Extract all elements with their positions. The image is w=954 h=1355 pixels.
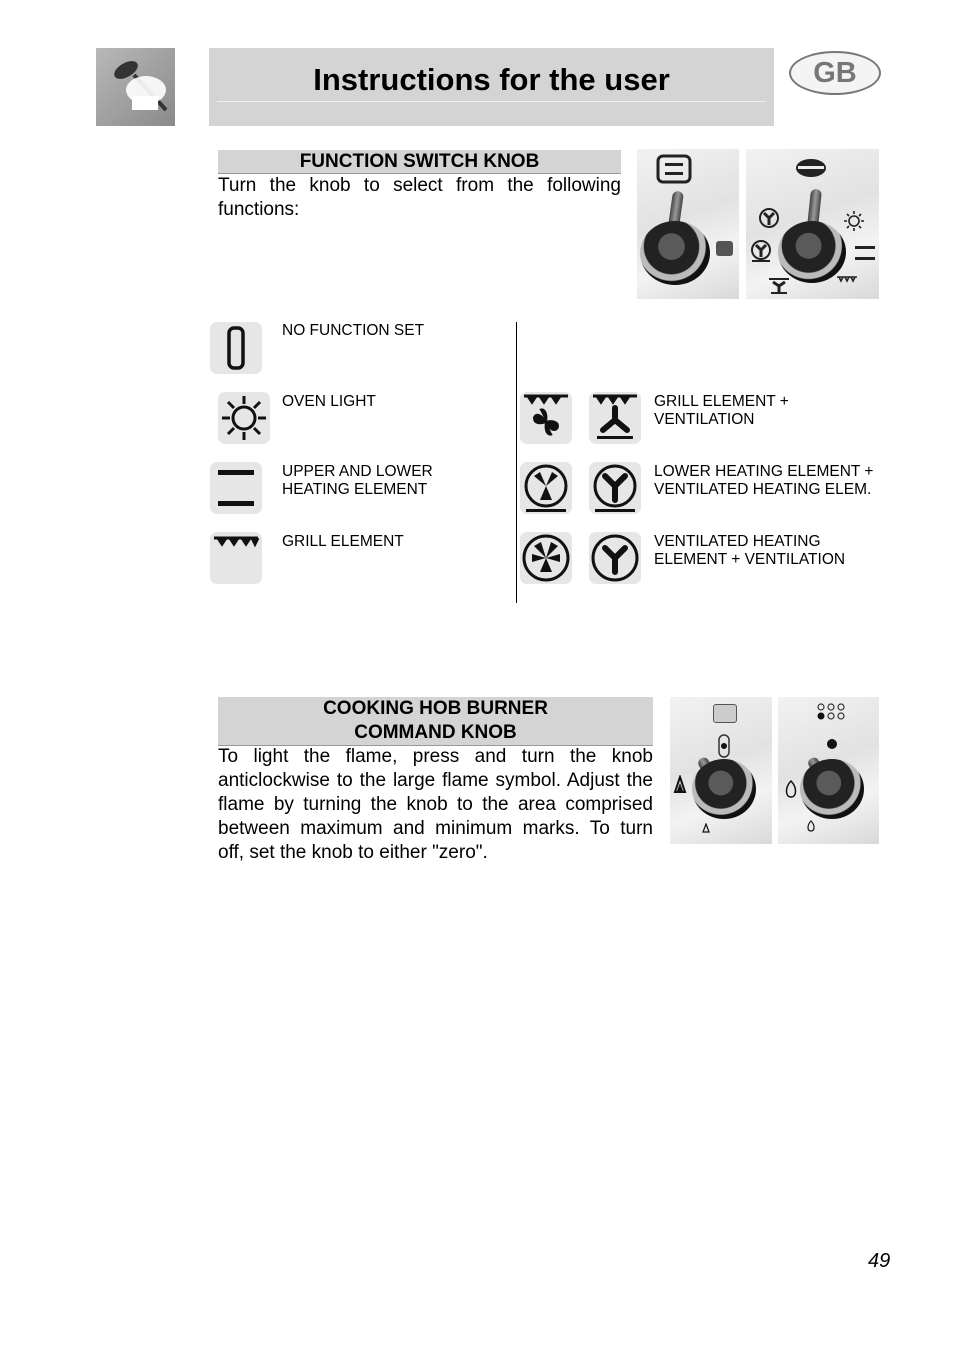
hob-knob [800,759,864,819]
function-knob [778,221,846,283]
ventilated-heating-icon [589,532,641,584]
ventilated-heating-fan-icon [520,532,572,584]
zero-mark-icon [717,733,731,761]
function-label-ventilated-heating: VENTILATED HEATING ELEMENT + VENTILATION [654,533,846,568]
function-label-no-function: NO FUNCTION SET [282,322,425,339]
hob-knob [692,759,756,819]
grill-ventilation-icon [589,392,641,444]
upper-lower-heating-icon [210,462,262,514]
function-knob-photo-1 [637,149,739,299]
small-flame-icon [806,820,816,832]
function-label-lower-ventilated: LOWER HEATING ELEMENT + VENTILATED HEATING ELEM. [654,463,874,498]
lower-ventilated-icon [589,462,641,514]
column-divider [516,322,517,603]
fan-lower-symbol-icon [750,239,772,263]
function-knob [640,221,710,285]
light-symbol-icon [844,211,864,231]
lower-ventilated-fan-icon [520,462,572,514]
grill-fan-symbol-icon [768,277,790,295]
grill-symbol-icon [836,275,858,283]
grill-element-icon [210,532,262,584]
hob-knob-photo-2 [778,697,879,844]
function-knob-intro: Turn the knob to select from the following functions: [218,175,621,220]
grill-fan-icon [520,392,572,444]
oven-light-icon [218,392,270,444]
small-flame-icon [702,823,710,833]
knob-zero-oval-icon [794,157,828,179]
burner-position-icon [713,704,737,723]
heating-symbol-icon [854,244,876,264]
knob-zero-mark-icon [656,154,692,184]
page-title: Instructions for the user [313,62,670,97]
zero-dot-icon [825,737,839,751]
function-label-upper-lower: UPPER AND LOWER HEATING ELEMENT [282,463,433,498]
hob-knob-heading [218,697,653,746]
function-label-grill: GRILL ELEMENT [282,533,404,550]
hob-heading-line-1: COOKING HOB BURNER [323,698,548,719]
header-bar [209,48,774,126]
chef-logo [96,48,175,126]
no-function-icon [210,322,262,374]
hob-knob-text: To light the flame, press and turn the knob anticlockwise to the large flame symbol. Adjust the flame by turning the knob to the area comprised between maximum and minimum marks. To turn off, set the knob to either "zero". [218,746,653,863]
header-rule [217,101,766,102]
page-number: 49 [868,1250,891,1272]
hob-heading-line-2: COMMAND KNOB [354,722,517,743]
large-flame-icon [783,779,799,799]
function-label-grill-ventilation: GRILL ELEMENT + VENTILATION [654,393,789,428]
burner-layout-icon [816,702,846,722]
function-knob-heading: FUNCTION SWITCH KNOB [218,150,621,174]
fan-symbol-icon [758,207,780,229]
spoon-hat-icon [96,48,175,126]
function-knob-photo-2 [746,149,879,299]
indicator-light [716,241,733,256]
hob-knob-photo-1 [670,697,772,844]
language-badge: GB [789,51,881,95]
function-label-oven-light: OVEN LIGHT [282,393,376,410]
large-flame-icon [673,775,687,795]
